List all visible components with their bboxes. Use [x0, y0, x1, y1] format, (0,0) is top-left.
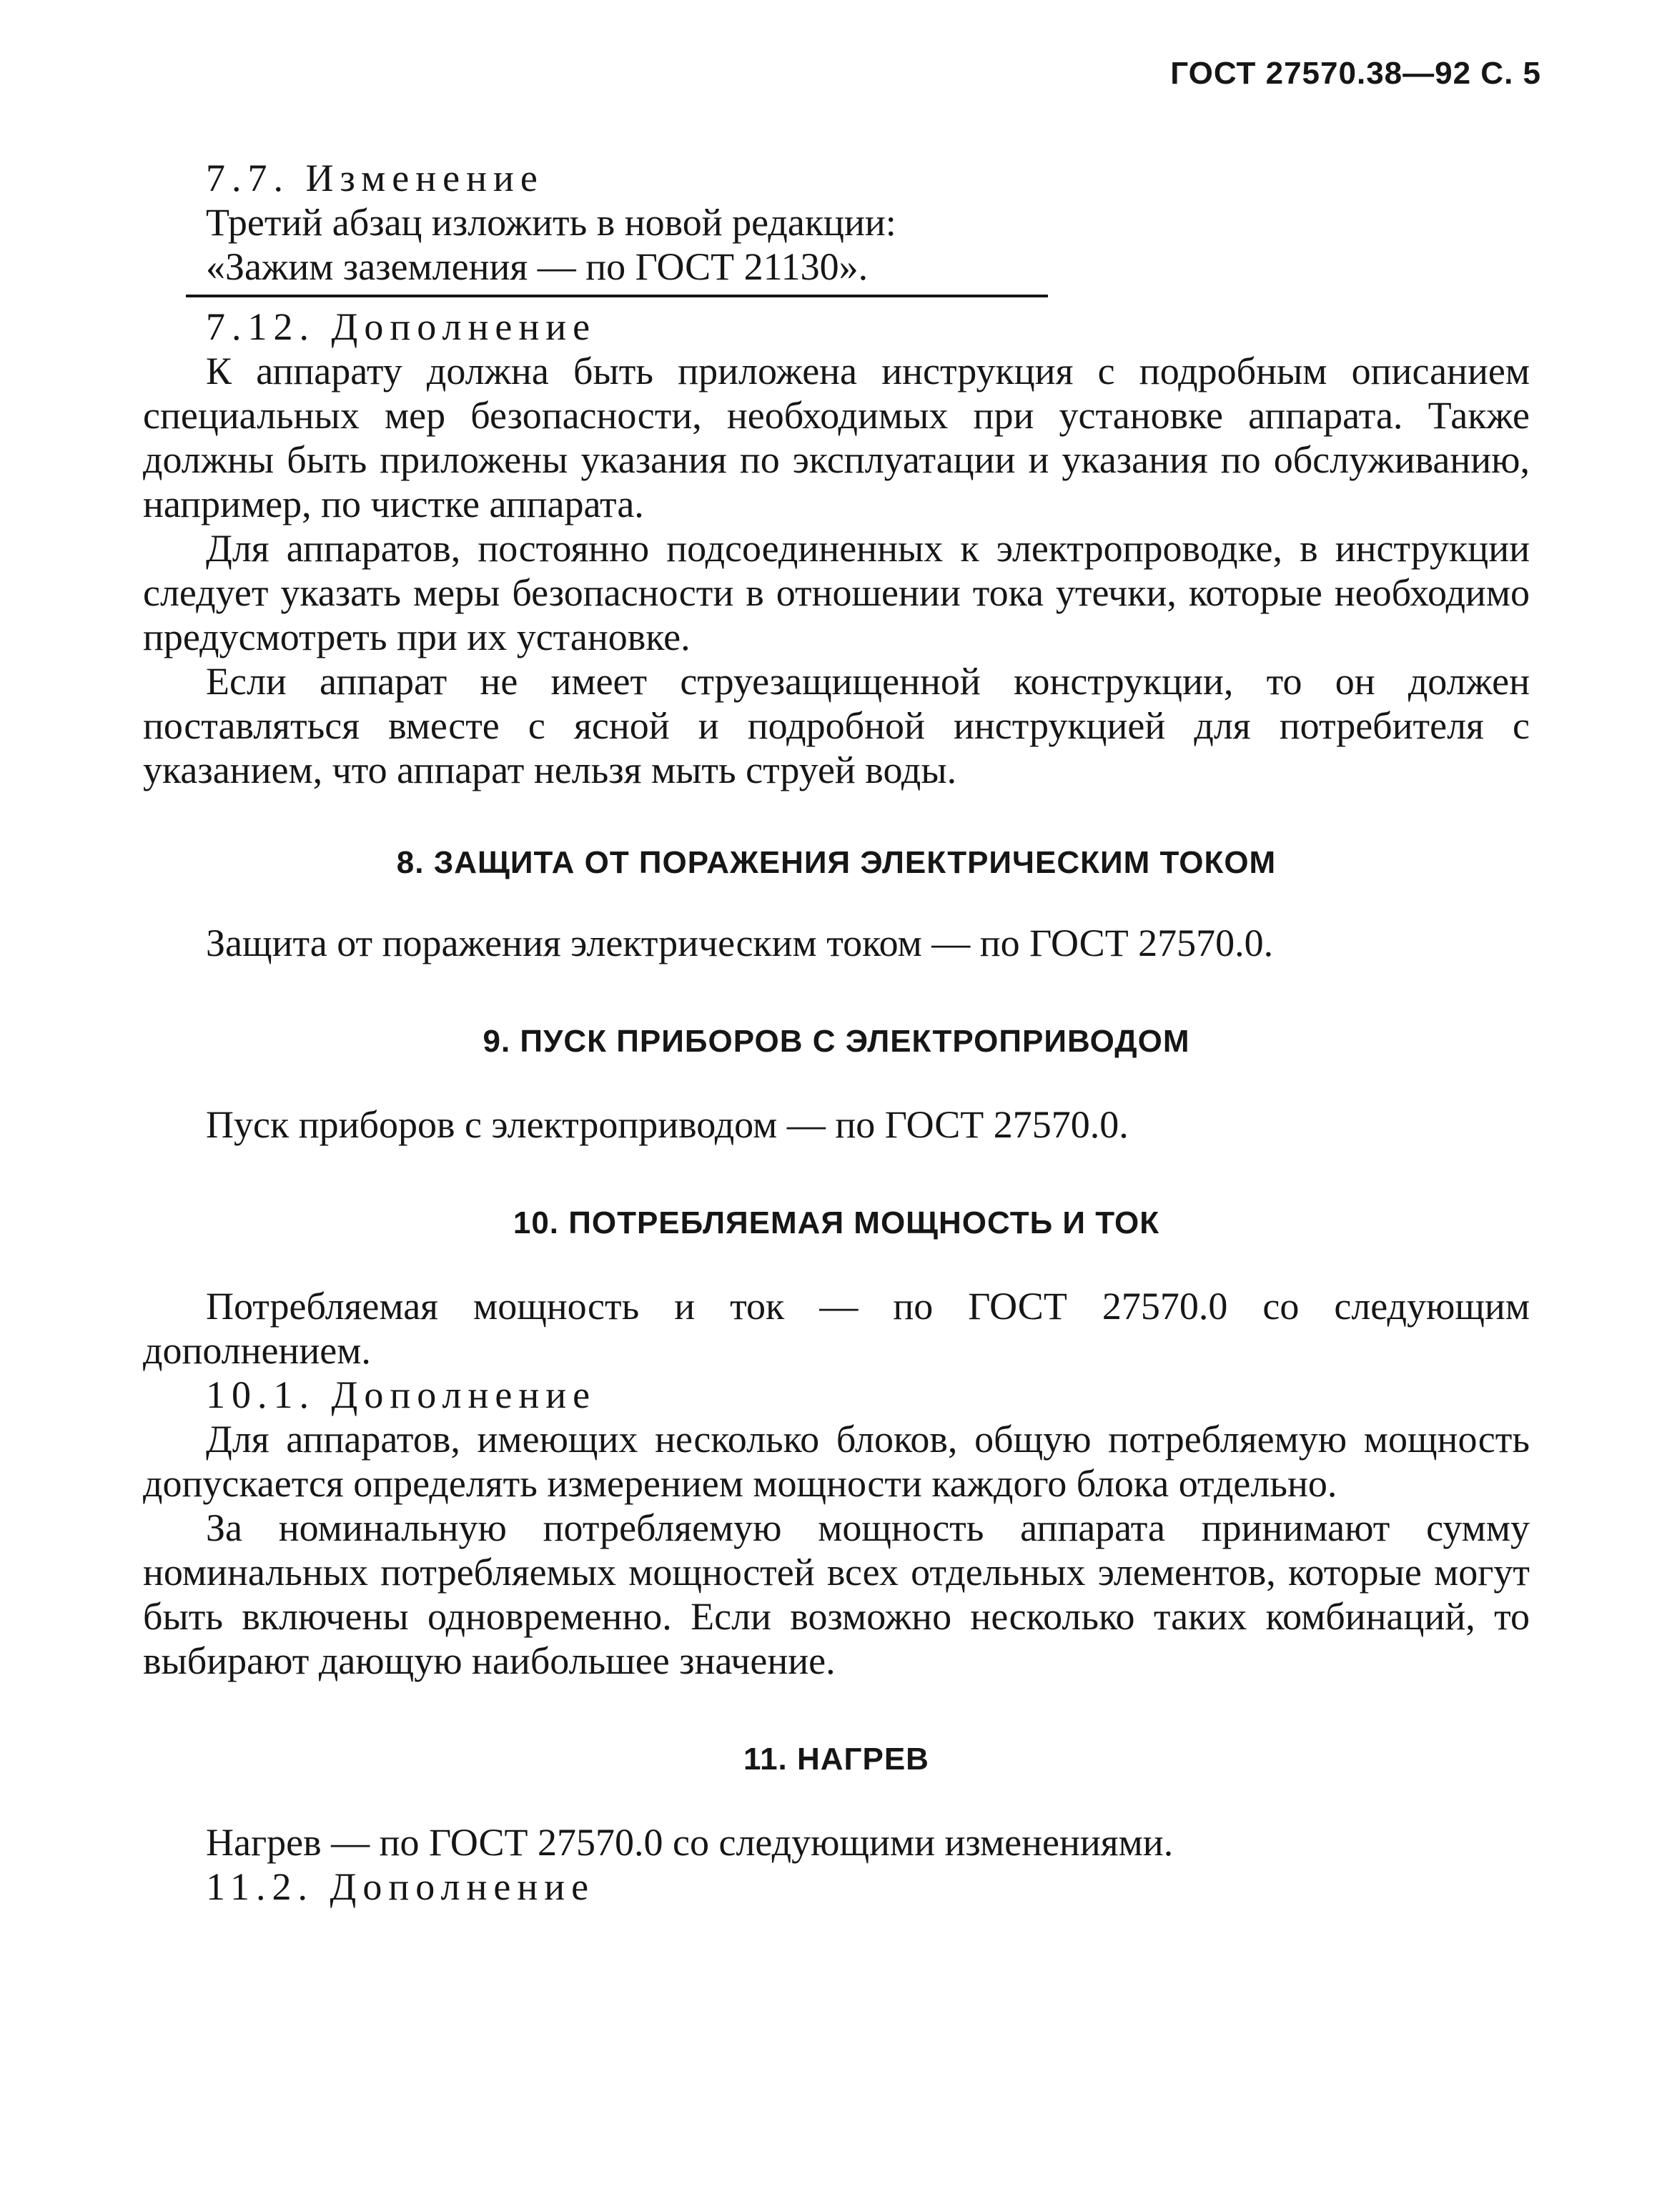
clause-7-7-line-1: Третий абзац изложить в новой редакции:	[206, 201, 896, 244]
clause-11-2-label: 11.2. Дополнение	[206, 1865, 595, 1908]
clause-7-12-paragraph-2: Для аппаратов, постоянно подсоединенных к электропроводке, в инструкции следует указать меры безопасности в отношении тока утечки, которые необходимо предусмотреть при их установке.	[143, 527, 1530, 658]
clause-10-1-label: 10.1. Дополнение	[206, 1373, 597, 1416]
clause-7-7-label: 7.7. Изменение	[206, 157, 544, 199]
section-11-text: Нагрев — по ГОСТ 27570.0 со следующими изменениями.	[206, 1821, 1174, 1864]
clause-7-12-paragraph-3: Если аппарат не имеет струезащищенной конструкции, то он должен поставляться вместе с ясной и подробной инструкцией для потребителя с указанием, что аппарат нельзя мыть струей воды.	[143, 660, 1530, 791]
divider-rule	[186, 295, 1048, 297]
section-10-text: Потребляемая мощность и ток — по ГОСТ 27570.0 со следующим дополнением.	[143, 1285, 1530, 1372]
section-9-heading: 9. ПУСК ПРИБОРОВ С ЭЛЕКТРОПРИВОДОМ	[483, 1024, 1190, 1059]
section-9-text: Пуск приборов с электроприводом — по ГОСТ 27570.0.	[206, 1103, 1129, 1146]
page-header: ГОСТ 27570.38—92 С. 5	[1170, 56, 1541, 91]
clause-10-1-paragraph-2: За номинальную потребляемую мощность аппарата принимают сумму номинальных потребляемых мощностей всех отдельных элементов, которые могут быть включены одновременно. Если возможно несколько таких комбинаций, то выбирают дающую наибольшее значение.	[143, 1506, 1530, 1682]
section-11-heading: 11. НАГРЕВ	[743, 1742, 929, 1777]
section-8-heading: 8. ЗАЩИТА ОТ ПОРАЖЕНИЯ ЭЛЕКТРИЧЕСКИМ ТОКОМ	[396, 845, 1277, 880]
clause-10-1-paragraph-1: Для аппаратов, имеющих несколько блоков, общую потребляемую мощность допускается определять измерением мощности каждого блока отдельно.	[143, 1418, 1530, 1505]
section-8-text: Защита от поражения электрическим током — по ГОСТ 27570.0.	[206, 922, 1274, 964]
clause-7-12-label: 7.12. Дополнение	[206, 305, 597, 348]
clause-7-7-line-2: «Зажим заземления — по ГОСТ 21130».	[206, 245, 869, 288]
clause-7-12-paragraph-1: К аппарату должна быть приложена инструкция с подробным описанием специальных мер безопасности, необходимых при установке аппарата. Также должны быть приложены указания по эксплуатации и указания по обслуживанию, например, по чистке аппарата.	[143, 350, 1530, 525]
document-body	[143, 156, 1530, 1909]
section-10-heading: 10. ПОТРЕБЛЯЕМАЯ МОЩНОСТЬ И ТОК	[513, 1205, 1160, 1240]
